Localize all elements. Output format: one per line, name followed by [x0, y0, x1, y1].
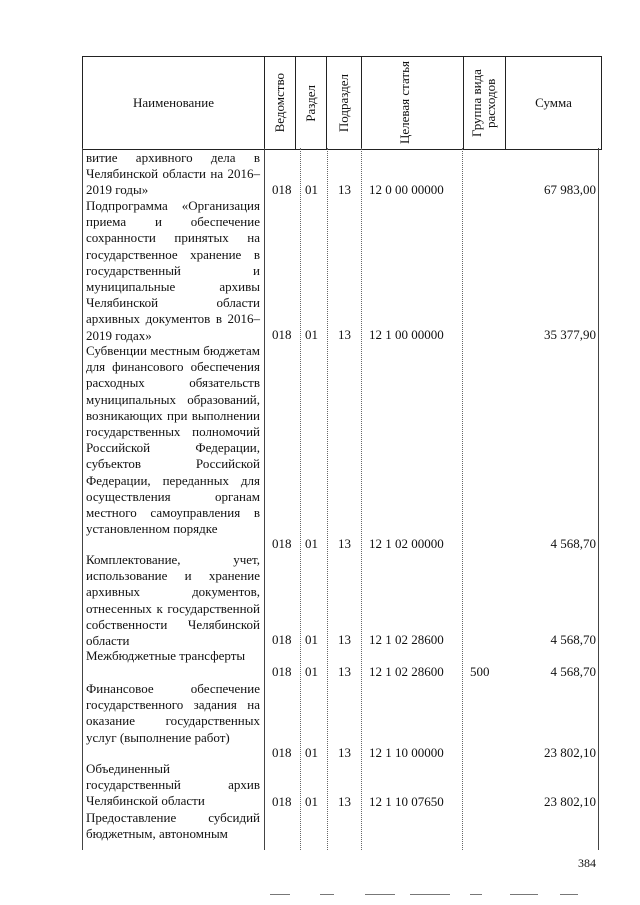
cell-sum: 23 802,10 [544, 794, 596, 809]
cell-section: 01 [305, 664, 318, 679]
cell-dept: 018 [272, 182, 292, 197]
table-row-name: витие архивного дела в Челябинской области на 2016–2019 годы» [86, 150, 260, 198]
header-dept-label: Ведомство [272, 73, 287, 133]
header-dept [265, 57, 296, 149]
table-row-name: Межбюджетные трансферты [86, 648, 246, 663]
cell-dept: 018 [272, 745, 292, 760]
cell-target: 12 1 10 00000 [369, 745, 444, 760]
header-subsection [327, 57, 362, 149]
table-border-left [82, 148, 83, 850]
column-divider [361, 148, 362, 850]
header-target-label: Целевая статья [396, 61, 412, 145]
header-section [296, 57, 327, 149]
cell-section: 01 [305, 745, 318, 760]
cell-subsection: 13 [338, 632, 351, 647]
header-subsection-label: Подраздел [336, 73, 351, 133]
table-row-name: Подпрограмма «Организация приема и обеспечение сохранности принятых на государственное хранение в государственный и муниципальные архивы Челябинской области архивных документов в 2016–2019 годах» [86, 198, 260, 343]
cell-dept: 018 [272, 794, 292, 809]
cell-dept: 018 [272, 536, 292, 551]
header-target [362, 57, 464, 149]
cell-dept: 018 [272, 664, 292, 679]
cell-subsection: 13 [338, 182, 351, 197]
header-group-label: Группа вида расходов [468, 69, 498, 137]
cell-sum: 4 568,70 [550, 536, 596, 551]
header-group [464, 57, 506, 149]
table-row-name: Финансовое обеспечение государственного задания на оказание государственных услуг (выполнение работ) [86, 681, 260, 745]
cell-group: 500 [470, 664, 490, 679]
cell-dept: 018 [272, 327, 292, 342]
cell-subsection: 13 [338, 327, 351, 342]
cell-subsection: 13 [338, 745, 351, 760]
cell-sum: 35 377,90 [544, 327, 596, 342]
cell-subsection: 13 [338, 536, 351, 551]
header-name-label: Наименование [133, 95, 214, 110]
cell-sum: 67 983,00 [544, 182, 596, 197]
cell-section: 01 [305, 327, 318, 342]
cell-target: 12 1 02 28600 [369, 632, 444, 647]
cell-section: 01 [305, 182, 318, 197]
cell-sum: 23 802,10 [544, 745, 596, 760]
cell-section: 01 [305, 632, 318, 647]
cell-section: 01 [305, 536, 318, 551]
cell-subsection: 13 [338, 794, 351, 809]
cell-dept: 018 [272, 632, 292, 647]
cell-target: 12 1 02 28600 [369, 664, 444, 679]
table-row-name: Комплектование, учет, использование и хранение архивных документов, отнесенных к государственной собственности Челябинской области [86, 552, 260, 649]
table-row-name: Объединенный государственный архив Челябинской области [86, 761, 260, 809]
table-row-name: Субвенции местным бюджетам для финансового обеспечения расходных обязательств муниципальных образований, возникающих при выполнении государственных полномочий Российской Федерации, субъектов Российской Федерации, переданных для осуществления органам местного самоуправления в установленном порядке [86, 343, 260, 537]
header-name [83, 57, 265, 149]
cell-target: 12 0 00 00000 [369, 182, 444, 197]
column-divider [327, 148, 328, 850]
column-divider [462, 148, 463, 850]
header-sum [506, 57, 601, 149]
header-sum-label: Сумма [535, 95, 572, 110]
header-section-label: Раздел [303, 84, 318, 122]
cell-subsection: 13 [338, 664, 351, 679]
cell-target: 12 1 02 00000 [369, 536, 444, 551]
table-header [82, 56, 602, 150]
table-border-right [598, 148, 599, 850]
cell-sum: 4 568,70 [550, 632, 596, 647]
cell-sum: 4 568,70 [550, 664, 596, 679]
scan-artifact-marks [270, 894, 600, 896]
table-row-name: Предоставление субсидий бюджетным, автономным [86, 810, 260, 842]
cell-section: 01 [305, 794, 318, 809]
page-number: 384 [578, 856, 596, 870]
column-divider [264, 148, 265, 850]
cell-target: 12 1 00 00000 [369, 327, 444, 342]
cell-target: 12 1 10 07650 [369, 794, 444, 809]
column-divider [300, 148, 301, 850]
